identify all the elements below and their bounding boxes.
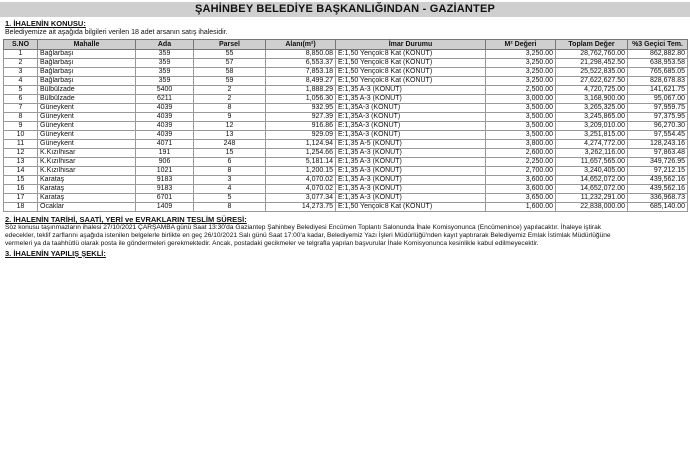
table-cell: 22,838,000.00 <box>556 203 628 212</box>
table-row <box>4 203 688 212</box>
table-cell: 1409 <box>136 203 194 212</box>
table-cell: 765,685.05 <box>628 68 688 77</box>
table-cell: 932.95 <box>266 104 336 113</box>
table-cell: 3,500.00 <box>486 104 556 113</box>
table-cell: 97,959.75 <box>628 104 688 113</box>
table-cell: 3 <box>4 68 38 77</box>
table-cell: 3,209,010.00 <box>556 122 628 131</box>
table-cell: 12 <box>4 149 38 158</box>
table-cell: 359 <box>136 59 194 68</box>
table-cell: 439,562.16 <box>628 176 688 185</box>
table-cell: 14,652,072.00 <box>556 176 628 185</box>
table-row <box>4 149 688 158</box>
table-row <box>4 95 688 104</box>
table-cell: 97,212.15 <box>628 167 688 176</box>
table-cell: 3,600.00 <box>486 185 556 194</box>
table-cell: 3,250.00 <box>486 50 556 59</box>
table-cell: Bülbülzade <box>38 86 136 95</box>
table-cell: 3,077.34 <box>266 194 336 203</box>
table-row <box>4 77 688 86</box>
table-row <box>4 59 688 68</box>
table-cell: 4,720,725.00 <box>556 86 628 95</box>
column-header: S.NO <box>4 40 38 50</box>
table-cell: E:1,50 Yençok:8 Kat (KONUT) <box>336 59 486 68</box>
table-cell: E:1,50 Yençok:8 Kat (KONUT) <box>336 203 486 212</box>
table-cell: 828,678.83 <box>628 77 688 86</box>
table-cell: E:1,35 A-3 (KONUT) <box>336 167 486 176</box>
table-cell: 1,200.15 <box>266 167 336 176</box>
table-cell: 11,657,565.00 <box>556 158 628 167</box>
table-cell: 6701 <box>136 194 194 203</box>
section1-title: 1. İHALENİN KONUSU: <box>5 19 86 28</box>
table-cell: Karataş <box>38 185 136 194</box>
table-cell: 8 <box>4 113 38 122</box>
table-cell: E:1,35A-3 (KONUT) <box>336 122 486 131</box>
table-cell: Güneykent <box>38 122 136 131</box>
table-cell: 6211 <box>136 95 194 104</box>
table-header-row <box>4 40 688 50</box>
table-cell: 4,274,772.00 <box>556 140 628 149</box>
table-cell: 359 <box>136 77 194 86</box>
table-cell: E:1,35 A-3 (KONUT) <box>336 185 486 194</box>
table-cell: E:1,35 A-3 (KONUT) <box>336 95 486 104</box>
table-cell: 9 <box>4 122 38 131</box>
table-cell: E:1,50 Yençok:8 Kat (KONUT) <box>336 68 486 77</box>
table-cell: Bağlarbaşı <box>38 50 136 59</box>
table-row <box>4 176 688 185</box>
table-cell: 3,000.00 <box>486 95 556 104</box>
table-cell: 2,500.00 <box>486 86 556 95</box>
parcel-table <box>3 39 688 212</box>
table-row <box>4 50 688 59</box>
table-cell: E:1,35A-3 (KONUT) <box>336 131 486 140</box>
table-row <box>4 68 688 77</box>
table-cell: 6 <box>194 158 266 167</box>
table-cell: 3,250.00 <box>486 68 556 77</box>
table-cell: 97,375.95 <box>628 113 688 122</box>
table-cell: K.Kızılhisar <box>38 149 136 158</box>
table-row <box>4 158 688 167</box>
table-cell: 15 <box>4 176 38 185</box>
table-cell: Ocaklar <box>38 203 136 212</box>
table-row <box>4 194 688 203</box>
table-cell: E:1,35 A-3 (KONUT) <box>336 149 486 158</box>
table-cell: 13 <box>194 131 266 140</box>
table-cell: 191 <box>136 149 194 158</box>
table-cell: 13 <box>4 158 38 167</box>
table-cell: 1,056.30 <box>266 95 336 104</box>
table-cell: 28,762,760.00 <box>556 50 628 59</box>
table-cell: 6,553.37 <box>266 59 336 68</box>
table-cell: 927.39 <box>266 113 336 122</box>
table-cell: 21,298,452.50 <box>556 59 628 68</box>
column-header: Ada <box>136 40 194 50</box>
table-body <box>4 50 688 212</box>
table-cell: 1,254.66 <box>266 149 336 158</box>
notice-header: ŞAHİNBEY BELEDİYE BAŞKANLIĞINDAN - GAZİANTEP <box>0 2 690 17</box>
column-header: Toplam Değer <box>556 40 628 50</box>
table-cell: 96,270.30 <box>628 122 688 131</box>
table-cell: 4039 <box>136 131 194 140</box>
table-cell: 3,500.00 <box>486 131 556 140</box>
table-cell: 7,853.18 <box>266 68 336 77</box>
table-cell: E:1,50 Yençok:8 Kat (KONUT) <box>336 50 486 59</box>
table-cell: 18 <box>4 203 38 212</box>
table-cell: 1,888.29 <box>266 86 336 95</box>
table-cell: 14 <box>4 167 38 176</box>
column-header: %3 Geçici Tem. <box>628 40 688 50</box>
table-cell: 9183 <box>136 176 194 185</box>
table-cell: 128,243.16 <box>628 140 688 149</box>
table-cell: Güneykent <box>38 131 136 140</box>
table-cell: 2 <box>4 59 38 68</box>
table-cell: 14,273.75 <box>266 203 336 212</box>
table-cell: 3,265,325.00 <box>556 104 628 113</box>
table-cell: Güneykent <box>38 140 136 149</box>
table-cell: 3,245,865.00 <box>556 113 628 122</box>
column-header: Parsel <box>194 40 266 50</box>
column-header: İmar Durumu <box>336 40 486 50</box>
table-cell: 2,700.00 <box>486 167 556 176</box>
table-cell: 2,600.00 <box>486 149 556 158</box>
table-row <box>4 167 688 176</box>
table-cell: E:1,35 A-5 (KONUT) <box>336 140 486 149</box>
table-cell: E:1,35 A-3 (KONUT) <box>336 194 486 203</box>
table-cell: 7 <box>4 104 38 113</box>
table-cell: 916.86 <box>266 122 336 131</box>
table-cell: 3,240,405.00 <box>556 167 628 176</box>
table-cell: Karataş <box>38 176 136 185</box>
table-cell: Bağlarbaşı <box>38 59 136 68</box>
table-cell: 3 <box>194 176 266 185</box>
column-header: M² Değeri <box>486 40 556 50</box>
table-cell: 4071 <box>136 140 194 149</box>
table-cell: 25,522,835.00 <box>556 68 628 77</box>
table-cell: 8 <box>194 104 266 113</box>
table-cell: 929.09 <box>266 131 336 140</box>
table-cell: 97,863.48 <box>628 149 688 158</box>
table-cell: 95,067.00 <box>628 95 688 104</box>
table-cell: 359 <box>136 68 194 77</box>
section2-line1: Söz konusu taşınmazların ihalesi 27/10/2021 ÇARŞAMBA günü Saat 13:30'da Gaziantep Şahinbey Belediyesi Encümen Toplantı Salonunda İhale Komisyonunca (Encümenince) yapılacaktır. İhaleye iştirak <box>5 224 602 231</box>
table-cell: 57 <box>194 59 266 68</box>
table-row <box>4 104 688 113</box>
table-cell: 349,726.95 <box>628 158 688 167</box>
table-cell: 3,800.00 <box>486 140 556 149</box>
table-cell: 4039 <box>136 122 194 131</box>
table-cell: 3,500.00 <box>486 113 556 122</box>
table-cell: 3,262,116.00 <box>556 149 628 158</box>
table-cell: 12 <box>194 122 266 131</box>
table-row <box>4 185 688 194</box>
table-cell: 15 <box>194 149 266 158</box>
section2-line3: vermeleri ya da taahhütlü olarak posta ile göndermeleri gerekmektedir. Ancak, postadaki gecikmeler ve telgrafla yapılan başvurular İhale Komisyonunca kesinlikle kabul edilmeyecektir. <box>5 240 539 247</box>
table-cell: 11 <box>4 140 38 149</box>
table-cell: 5,181.14 <box>266 158 336 167</box>
table-cell: 685,140.00 <box>628 203 688 212</box>
column-header: Alanı(m²) <box>266 40 336 50</box>
table-cell: K.Kızılhisar <box>38 167 136 176</box>
table-cell: 97,554.45 <box>628 131 688 140</box>
table-cell: Bağlarbaşı <box>38 68 136 77</box>
table-cell: 3,600.00 <box>486 176 556 185</box>
table-cell: 336,968.73 <box>628 194 688 203</box>
section3-title: 3. İHALENİN YAPILIŞ ŞEKLİ: <box>5 249 106 258</box>
table-cell: 6 <box>4 95 38 104</box>
table-cell: E:1,35 A-3 (KONUT) <box>336 158 486 167</box>
table-cell: 4039 <box>136 113 194 122</box>
table-cell: K.Kızılhisar <box>38 158 136 167</box>
table-cell: 5 <box>194 194 266 203</box>
table-cell: 359 <box>136 50 194 59</box>
table-cell: Bağlarbaşı <box>38 77 136 86</box>
table-cell: 1021 <box>136 167 194 176</box>
table-cell: 8 <box>194 167 266 176</box>
table-cell: 17 <box>4 194 38 203</box>
table-cell: 8,850.08 <box>266 50 336 59</box>
section2-line2: edecekler, teklif zarflarını aşağıda istenilen belgelerle birlikte en geç 26/10/2021 Salı günü Saat 17:00'a kadar, Belediyemiz Yazı İşleri Müdürlüğü'nden kayıt yaptırarak Belediyemiz Emlak İstimlak Müdürlüğüne <box>5 232 611 239</box>
table-cell: 141,621.75 <box>628 86 688 95</box>
table-row <box>4 131 688 140</box>
table-cell: 5400 <box>136 86 194 95</box>
table-cell: 1 <box>4 50 38 59</box>
table-cell: 4,070.02 <box>266 185 336 194</box>
table-cell: E:1,35 A-3 (KONUT) <box>336 176 486 185</box>
table-cell: 3,251,815.00 <box>556 131 628 140</box>
table-cell: Karataş <box>38 194 136 203</box>
table-row <box>4 113 688 122</box>
table-cell: 2 <box>194 86 266 95</box>
column-header: Mahalle <box>38 40 136 50</box>
table-cell: 10 <box>4 131 38 140</box>
table-cell: 8,499.27 <box>266 77 336 86</box>
table-row <box>4 86 688 95</box>
table-cell: 1,124.94 <box>266 140 336 149</box>
table-cell: 27,622,627.50 <box>556 77 628 86</box>
table-cell: 3,168,900.00 <box>556 95 628 104</box>
table-cell: 59 <box>194 77 266 86</box>
table-cell: 4,070.02 <box>266 176 336 185</box>
table-cell: 58 <box>194 68 266 77</box>
table-cell: 2,250.00 <box>486 158 556 167</box>
section1-subtitle: Belediyemize ait aşağıda bilgileri verilen 18 adet arsanın satış ihalesidir. <box>5 29 228 36</box>
table-cell: E:1,35A-3 (KONUT) <box>336 104 486 113</box>
table-cell: 248 <box>194 140 266 149</box>
table-cell: 4 <box>4 77 38 86</box>
table-cell: 3,650.00 <box>486 194 556 203</box>
table-cell: E:1,35 A-3 (KONUT) <box>336 86 486 95</box>
table-cell: 638,953.58 <box>628 59 688 68</box>
table-cell: Bülbülzade <box>38 95 136 104</box>
table-cell: 906 <box>136 158 194 167</box>
table-cell: 862,882.80 <box>628 50 688 59</box>
table-cell: 4 <box>194 185 266 194</box>
table-cell: Güneykent <box>38 113 136 122</box>
table-cell: 1,600.00 <box>486 203 556 212</box>
table-cell: 5 <box>4 86 38 95</box>
table-cell: 3,250.00 <box>486 77 556 86</box>
table-row <box>4 122 688 131</box>
table-cell: 3,250.00 <box>486 59 556 68</box>
table-cell: Güneykent <box>38 104 136 113</box>
table-cell: 8 <box>194 203 266 212</box>
table-cell: 4039 <box>136 104 194 113</box>
table-cell: 2 <box>194 95 266 104</box>
table-cell: E:1,50 Yençok:8 Kat (KONUT) <box>336 77 486 86</box>
section2-title: 2. İHALENİN TARİHİ, SAATİ, YERİ ve EVRAKLARIN TESLİM SÜRESİ: <box>5 215 247 224</box>
table-cell: E:1,35A-3 (KONUT) <box>336 113 486 122</box>
table-cell: 9183 <box>136 185 194 194</box>
table-cell: 439,562.16 <box>628 185 688 194</box>
table-cell: 14,652,072.00 <box>556 185 628 194</box>
table-cell: 11,232,291.00 <box>556 194 628 203</box>
table-cell: 16 <box>4 185 38 194</box>
table-row <box>4 140 688 149</box>
table-cell: 3,500.00 <box>486 122 556 131</box>
table-cell: 9 <box>194 113 266 122</box>
table-cell: 55 <box>194 50 266 59</box>
